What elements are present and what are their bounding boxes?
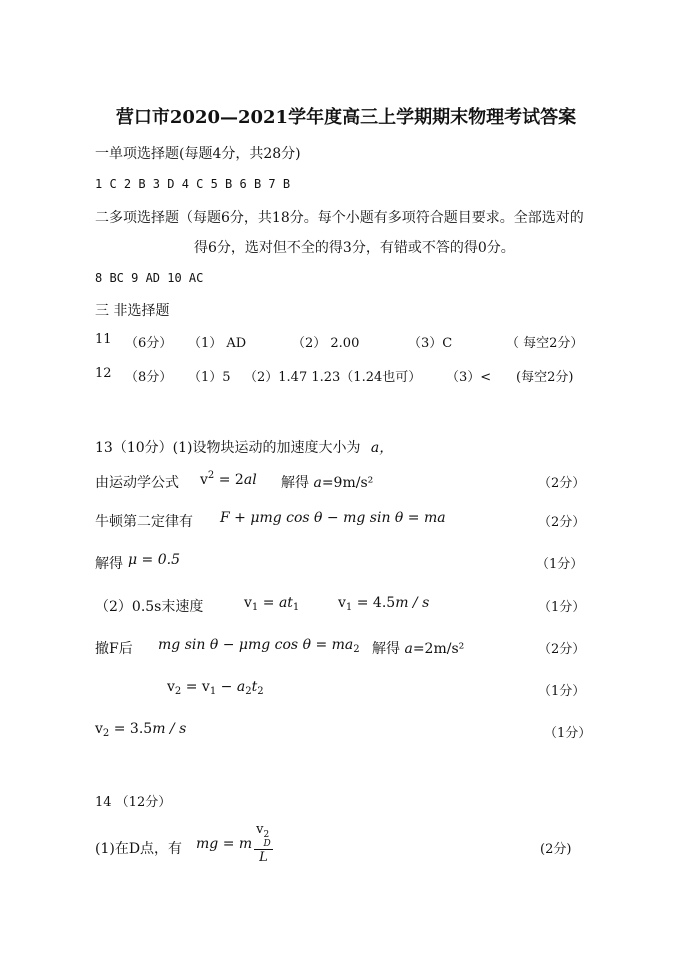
q13-line2-score: （2分）: [538, 515, 586, 530]
eq-var: a: [236, 679, 246, 695]
q13-intro: [95, 437, 393, 457]
fraction-denominator: L: [259, 850, 268, 865]
eq-part: =: [258, 595, 279, 611]
eq-sub: 2: [353, 644, 360, 655]
eq-sub: 1: [345, 602, 353, 613]
q13-intro-text: 13（10分）(1)设物块运动的加速度大小为: [95, 440, 361, 456]
result-value: =9m/s²: [321, 475, 374, 491]
eq-sub: D: [263, 839, 271, 849]
q13-line7-equation: [95, 721, 186, 739]
section1-answers: 1 C 2 B 3 D 4 C 5 B 6 B 7 B: [95, 177, 291, 191]
eq-sub: 2: [245, 686, 252, 697]
eq-sub: 1: [292, 602, 300, 613]
result-label: 解得: [372, 641, 400, 657]
q11-part1: （1） AD: [188, 336, 247, 351]
q13-line6-score: （1分）: [538, 684, 586, 699]
q13-line4-text: （2）0.5s末速度: [95, 599, 204, 615]
eq-sup: 2: [207, 470, 215, 481]
q11-part3: （3）C: [408, 336, 453, 351]
q11-score: （6分）: [125, 336, 173, 351]
q13-line3-equation: μ = 0.5: [128, 552, 180, 568]
eq-var: al: [243, 472, 257, 488]
q14-line1-equation: [196, 822, 273, 866]
eq-sub: 2: [174, 686, 182, 697]
q13-line7-score: （1分）: [544, 726, 592, 741]
q11-number: 11: [95, 332, 112, 347]
q13-line2-text: 牛顿第二定律有: [95, 514, 193, 530]
section3-heading: 三 非选择题: [95, 303, 170, 319]
q12-part1: （1）5: [188, 370, 231, 385]
eq-symbol: v: [200, 472, 208, 488]
eq-unit: m / s: [395, 595, 430, 611]
q13-line5-result: [372, 638, 464, 658]
q14-heading: 14 （12分）: [95, 795, 172, 810]
eq-part: mg sin θ − μmg cos θ = ma: [158, 637, 354, 653]
eq-part: = v: [181, 679, 210, 695]
q13-line4-equation2: [338, 595, 429, 613]
result-var: a: [404, 641, 413, 657]
eq-symbol: v: [95, 721, 103, 737]
page-title: 营口市2020—2021学年度高三上学期期末物理考试答案: [115, 107, 577, 128]
q13-line4-equation1: [244, 595, 299, 613]
eq-part: = 2: [214, 472, 244, 488]
q14-line1-text: (1)在D点，有: [95, 841, 183, 857]
eq-sub: 1: [209, 686, 217, 697]
q13-line2-equation: F + μmg cos θ − mg sin θ = ma: [220, 510, 446, 526]
q14-line1-score: (2分): [540, 842, 572, 857]
eq-part: = 3.5: [109, 721, 153, 737]
section2-heading-line1: 二多项选择题（每题6分，共18分。每个小题有多项符合题目要求。全部选对的: [95, 210, 584, 226]
eq-part: mg = m: [196, 836, 253, 852]
q13-line3-score: （1分）: [536, 557, 584, 572]
q13-intro-var: a，: [370, 440, 394, 456]
eq-symbol: v: [167, 679, 175, 695]
eq-sup: 2: [263, 830, 270, 840]
result-var: a: [313, 475, 322, 491]
q11-part2: （2） 2.00: [292, 336, 360, 351]
eq-sub: 1: [251, 602, 259, 613]
q12-score: （8分）: [125, 370, 173, 385]
eq-var: t: [251, 679, 258, 695]
q13-line1-result: [281, 472, 373, 492]
q13-line5-score: （2分）: [538, 642, 586, 657]
section2-heading-line2: 得6分，选对但不全的得3分，有错或不答的得0分。: [194, 240, 515, 256]
eq-sub: 2: [102, 728, 110, 739]
q13-line5-text: 撤F后: [95, 641, 133, 657]
q13-line1-score: （2分）: [538, 476, 586, 491]
eq-scripts: [264, 831, 271, 849]
eq-unit: m / s: [152, 721, 187, 737]
eq-sub: 2: [257, 686, 264, 697]
eq-symbol: v: [338, 595, 346, 611]
eq-part: −: [216, 679, 237, 695]
section2-answers: 8 BC 9 AD 10 AC: [95, 271, 204, 285]
q12-part3: （3）<: [446, 370, 492, 385]
q11-note: （ 每空2分）: [506, 336, 584, 351]
eq-fraction: [254, 822, 273, 866]
q13-line4-score: （1分）: [538, 600, 586, 615]
eq-symbol: v: [244, 595, 252, 611]
q13-line5-equation: [158, 637, 360, 655]
q13-line1-text: 由运动学公式: [95, 475, 179, 491]
q12-number: 12: [95, 366, 112, 381]
section1-heading: 一单项选择题(每题4分，共28分): [95, 146, 301, 162]
q13-line1-equation: [200, 470, 257, 488]
q13-line6-equation: [167, 679, 264, 697]
fraction-numerator: [254, 822, 273, 850]
eq-part: = 4.5: [352, 595, 396, 611]
q12-note: (每空2分): [516, 370, 574, 385]
q12-part2: （2）1.47 1.23（1.24也可）: [244, 370, 422, 385]
q13-line3-text: 解得: [95, 556, 123, 572]
result-value: =2m/s²: [412, 641, 465, 657]
eq-symbol: v: [256, 822, 264, 837]
result-label: 解得: [281, 475, 309, 491]
eq-var: at: [278, 595, 293, 611]
